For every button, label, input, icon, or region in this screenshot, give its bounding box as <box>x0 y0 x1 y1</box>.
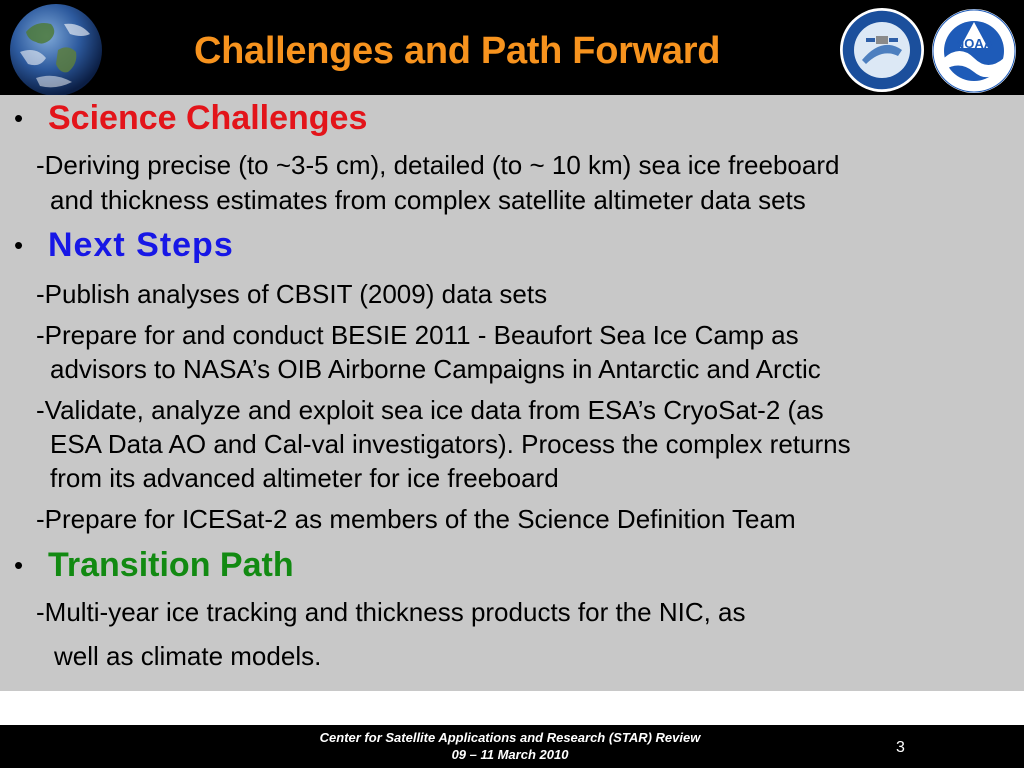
slide-footer <box>0 725 1024 768</box>
body-line: well as climate models. <box>54 641 322 671</box>
body-line: -Prepare for and conduct BESIE 2011 - Beaufort Sea Ice Camp as <box>36 320 799 350</box>
bullet-marker: • <box>14 230 24 260</box>
section-heading-science-challenges: Science Challenges <box>48 99 368 137</box>
body-line: from its advanced altimeter for ice freeboard <box>50 463 559 493</box>
body-line: ESA Data AO and Cal-val investigators). Process the complex returns <box>50 429 851 459</box>
body-line: and thickness estimates from complex satellite altimeter data sets <box>50 185 806 215</box>
slide-header <box>0 0 1024 95</box>
body-line: -Multi-year ice tracking and thickness products for the NIC, as <box>36 597 746 627</box>
bullet-marker: • <box>14 103 24 133</box>
slide-body <box>0 95 1024 691</box>
slide-title: Challenges and Path Forward <box>194 30 721 72</box>
body-line: -Deriving precise (to ~3-5 cm), detailed (to ~ 10 km) sea ice freeboard <box>36 150 840 180</box>
earth-globe-icon <box>6 2 106 98</box>
bullet-marker: • <box>14 550 24 580</box>
footer-line-1: Center for Satellite Applications and Research (STAR) Review <box>319 730 701 745</box>
footer-caption <box>230 729 790 763</box>
section-heading-next-steps: Next Steps <box>48 226 234 264</box>
footer-line-2: 09 – 11 March 2010 <box>451 747 569 762</box>
noaa-nesdis-star-logo <box>838 6 926 94</box>
body-line: -Validate, analyze and exploit sea ice data from ESA’s CryoSat-2 (as <box>36 395 824 425</box>
body-line: -Prepare for ICESat-2 as members of the Science Definition Team <box>36 504 796 534</box>
page-number: 3 <box>896 739 905 756</box>
body-line: -Publish analyses of CBSIT (2009) data sets <box>36 279 548 309</box>
noaa-logo <box>930 8 1018 94</box>
footer-divider-band <box>0 691 1024 725</box>
body-line: advisors to NASA’s OIB Airborne Campaigns in Antarctic and Arctic <box>50 354 821 384</box>
noaa-logo-text: NOAA <box>954 36 994 51</box>
section-heading-transition-path: Transition Path <box>48 546 294 584</box>
